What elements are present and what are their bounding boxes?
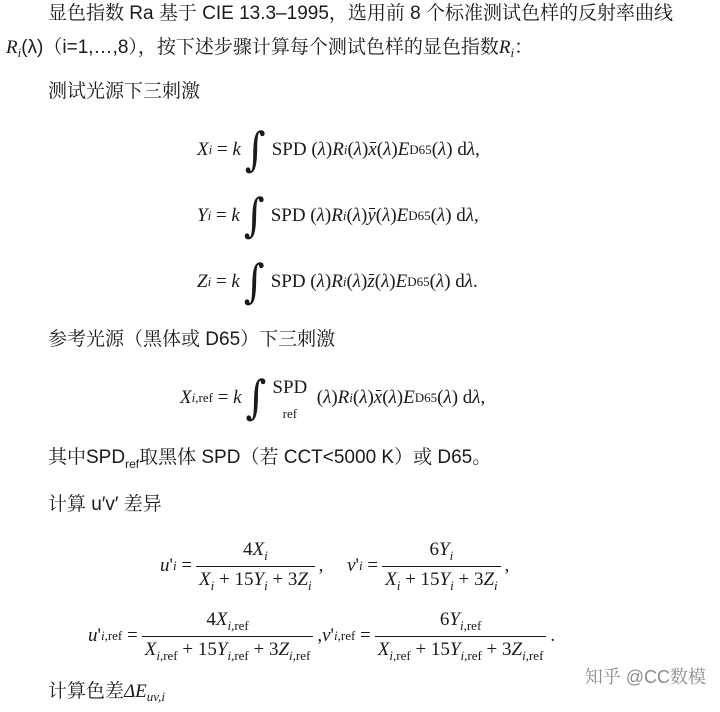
heading-reference-source: 参考光源（黑体或 D65）下三刺激 [48, 329, 336, 350]
equation-uv-reference: u ' i,ref = $\frac{4X_{i,ref}}{X_{i,ref} + 15Y_{i,ref} + 3Z_{i,ref}}$ , v ' i,ref = $\frac{6Y_{i,ref}}{X_{i,ref} + 15Y_{i,ref} + 3Z_{i,ref}}$ . [88, 608, 556, 663]
heading-uv-difference: 计算 u′v′ 差异 [48, 494, 162, 515]
equation-x-reference: X i,ref = k ∫ SPD ref ( λ ) R i ( λ ) x ( λ ) E D65 ( λ ) d λ , [180, 371, 486, 425]
equation-y-test: Y i = k ∫ SPD ( λ ) R i ( λ ) y ( λ ) E D65 ( λ ) d λ , [197, 189, 479, 243]
watermark: 知乎 @CC数模 [584, 667, 706, 687]
equation-uv-test: u ' i = $\frac{4X_i}{X_i + 15Y_i + 3Z_i}$ , v ' i = $\frac{6Y_i}{X_i + 15Y_i + 3Z_i}$ , [160, 538, 510, 593]
heading-color-difference: 计算色差$\Delta E_{uv,i}$ [48, 681, 165, 704]
intro-line-1: 显色指数 Ra 基于 CIE 13.3–1995，选用前 8 个标准测试色样的反射率曲线 [48, 3, 674, 24]
equation-z-test: Z i = k ∫ SPD ( λ ) R i ( λ ) z ( λ ) E D65 ( λ ) d λ . [197, 255, 478, 309]
intro-line-2: $R_i(\lambda)(i=1,\dots,8)$，按下述步骤计算每个测试色样的显色指数$R_i$： [6, 37, 534, 60]
reference-note: 其中$SPD_{ref}$取黑体 SPD（若 CCT<5000 K）或 D65。 [48, 447, 492, 471]
equation-x-test: X i = k ∫ SPD ( λ ) R i ( λ ) x ( λ ) E D65 ( λ ) d λ , [197, 123, 480, 177]
heading-test-source: 测试光源下三刺激 [48, 81, 201, 102]
